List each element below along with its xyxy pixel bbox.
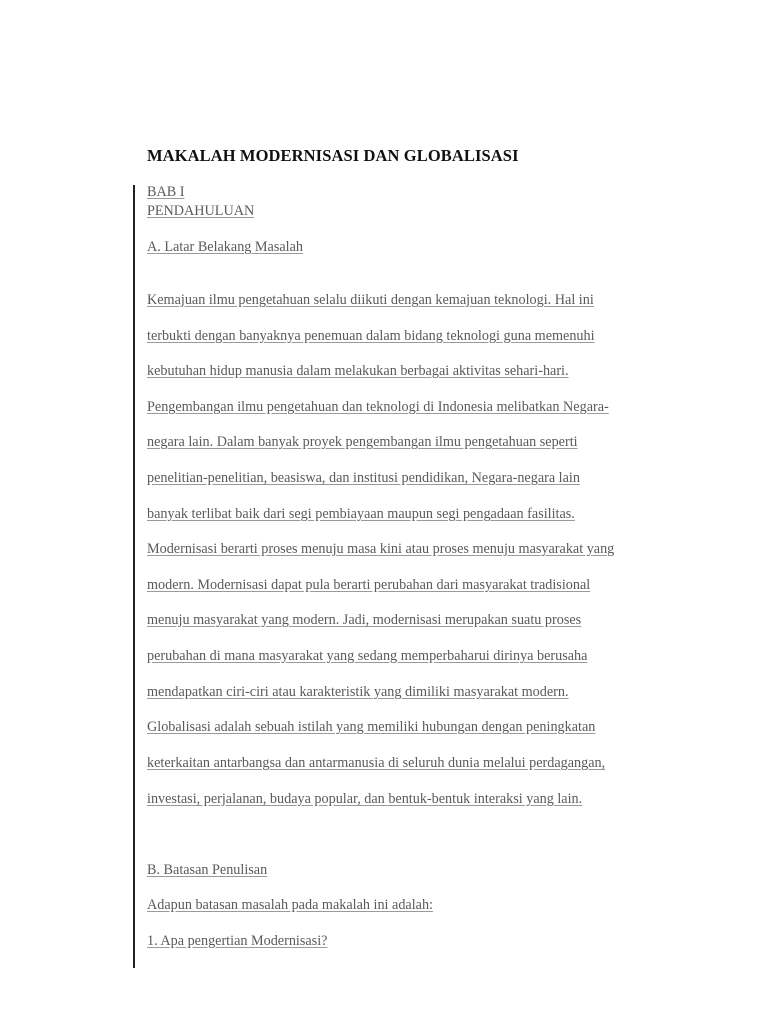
paragraph-line[interactable]: mendapatkan ciri-ciri atau karakteristik yang dimiliki masyarakat modern. xyxy=(147,684,569,700)
paragraph-line[interactable]: Pengembangan ilmu pengetahuan dan teknologi di Indonesia melibatkan Negara- xyxy=(147,399,609,415)
paragraph-line[interactable]: Globalisasi adalah sebuah istilah yang memiliki hubungan dengan peningkatan xyxy=(147,719,596,735)
paragraph-line[interactable]: keterkaitan antarbangsa dan antarmanusia di seluruh dunia melalui perdagangan, xyxy=(147,755,606,771)
section-b-heading[interactable]: B. Batasan Penulisan xyxy=(147,862,268,878)
paragraph-line[interactable]: banyak terlibat baik dari segi pembiayaan maupun segi pengadaan fasilitas. xyxy=(147,506,575,522)
list-item[interactable]: 1. Apa pengertian Modernisasi? xyxy=(147,933,328,949)
paragraph-line[interactable]: kebutuhan hidup manusia dalam melakukan berbagai aktivitas sehari-hari. xyxy=(147,363,569,379)
section-b-intro[interactable]: Adapun batasan masalah pada makalah ini adalah: xyxy=(147,897,434,913)
change-bar xyxy=(133,185,135,968)
paragraph-line[interactable]: modern. Modernisasi dapat pula berarti perubahan dari masyarakat tradisional xyxy=(147,577,591,593)
document-title: MAKALAH MODERNISASI DAN GLOBALISASI xyxy=(147,146,519,165)
paragraph-line[interactable]: investasi, perjalanan, budaya popular, dan bentuk-bentuk interaksi yang lain. xyxy=(147,791,583,807)
paragraph-line[interactable]: menuju masyarakat yang modern. Jadi, modernisasi merupakan suatu proses xyxy=(147,612,582,628)
paragraph-line[interactable]: terbukti dengan banyaknya penemuan dalam bidang teknologi guna memenuhi xyxy=(147,328,595,344)
chapter-number[interactable]: BAB I xyxy=(147,184,185,200)
paragraph-line[interactable]: penelitian-penelitian, beasiswa, dan institusi pendidikan, Negara-negara lain xyxy=(147,470,580,486)
section-a-heading[interactable]: A. Latar Belakang Masalah xyxy=(147,239,304,255)
paragraph-line[interactable]: perubahan di mana masyarakat yang sedang memperbaharui dirinya berusaha xyxy=(147,648,588,664)
paragraph-line[interactable]: negara lain. Dalam banyak proyek pengembangan ilmu pengetahuan seperti xyxy=(147,434,578,450)
paragraph-line[interactable]: Kemajuan ilmu pengetahuan selalu diikuti dengan kemajuan teknologi. Hal ini xyxy=(147,292,594,308)
chapter-title[interactable]: PENDAHULUAN xyxy=(147,203,255,219)
paragraph-line[interactable]: Modernisasi berarti proses menuju masa kini atau proses menuju masyarakat yang xyxy=(147,541,615,557)
